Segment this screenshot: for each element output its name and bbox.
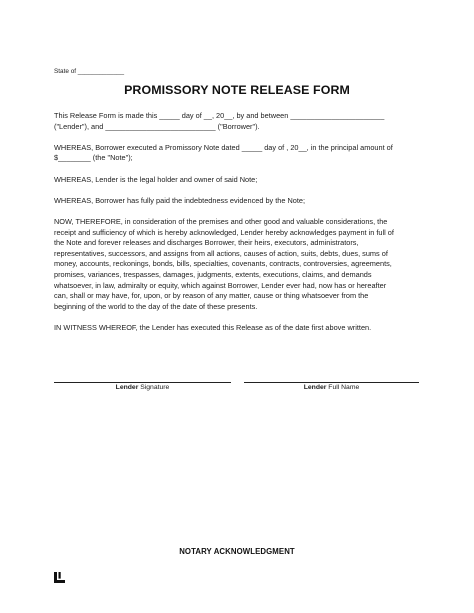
- lender-signature-label: [54, 384, 231, 391]
- whereas-paid-paragraph: WHEREAS, Borrower has fully paid the indebtedness evidenced by the Note;: [54, 195, 306, 205]
- lender-full-name-line: [244, 382, 419, 383]
- whereas-note-paragraph: WHEREAS, Borrower executed a Promissory Note dated _____ day of , 20__, in the principal amount of $________ (the "Note");: [54, 142, 393, 163]
- lender-signature-line: [54, 382, 231, 383]
- lender-signature-label-bold: Lender: [115, 384, 139, 391]
- notary-heading: NOTARY ACKNOWLEDGMENT: [179, 547, 295, 556]
- lender-signature-label-rest: Signature: [138, 384, 170, 391]
- lender-full-name-label: [244, 384, 419, 391]
- legal-templates-logo-icon: [54, 572, 65, 583]
- lender-full-name-label-rest: Full Name: [326, 384, 360, 391]
- state-field-line: State of _____________: [54, 68, 125, 75]
- whereas-holder-paragraph: WHEREAS, Lender is the legal holder and owner of said Note;: [54, 174, 258, 184]
- witness-paragraph: IN WITNESS WHEREOF, the Lender has executed this Release as of the date first above written.: [54, 322, 372, 332]
- document-body: [54, 111, 424, 344]
- intro-paragraph: This Release Form is made this _____ day of __, 20__, by and between _______________________ ("Lender"), and ___________________________ ("Borrower").: [54, 111, 385, 131]
- release-clause-paragraph: NOW, THEREFORE, in consideration of the premises and other good and valuable considerations, the receipt and sufficiency of which is hereby acknowledged, Lender hereby acknowledges payment in full of the Note and forever releases and discharges Borrower, their heirs, executors, administrators, representatives, successors, and assigns from all actions, causes of action, suits, debts, dues, sums of money, accounts, reckonings, bonds, bills, specialties, covenants, contracts, controversies, agreements, promises, variances, trespasses, damages, judgments, extents, executions, claims, and demands whatsoever, in law, admiralty or equity, which against Borrower, Lender ever had, now has or hereafter can, shall or may have, for, upon, or by reason of any matter, cause or thing whatsoever from the beginning of the world to the day of the date of these presents.: [54, 216, 394, 311]
- lender-full-name-label-bold: Lender: [303, 384, 327, 391]
- page-title: PROMISSORY NOTE RELEASE FORM: [124, 83, 350, 97]
